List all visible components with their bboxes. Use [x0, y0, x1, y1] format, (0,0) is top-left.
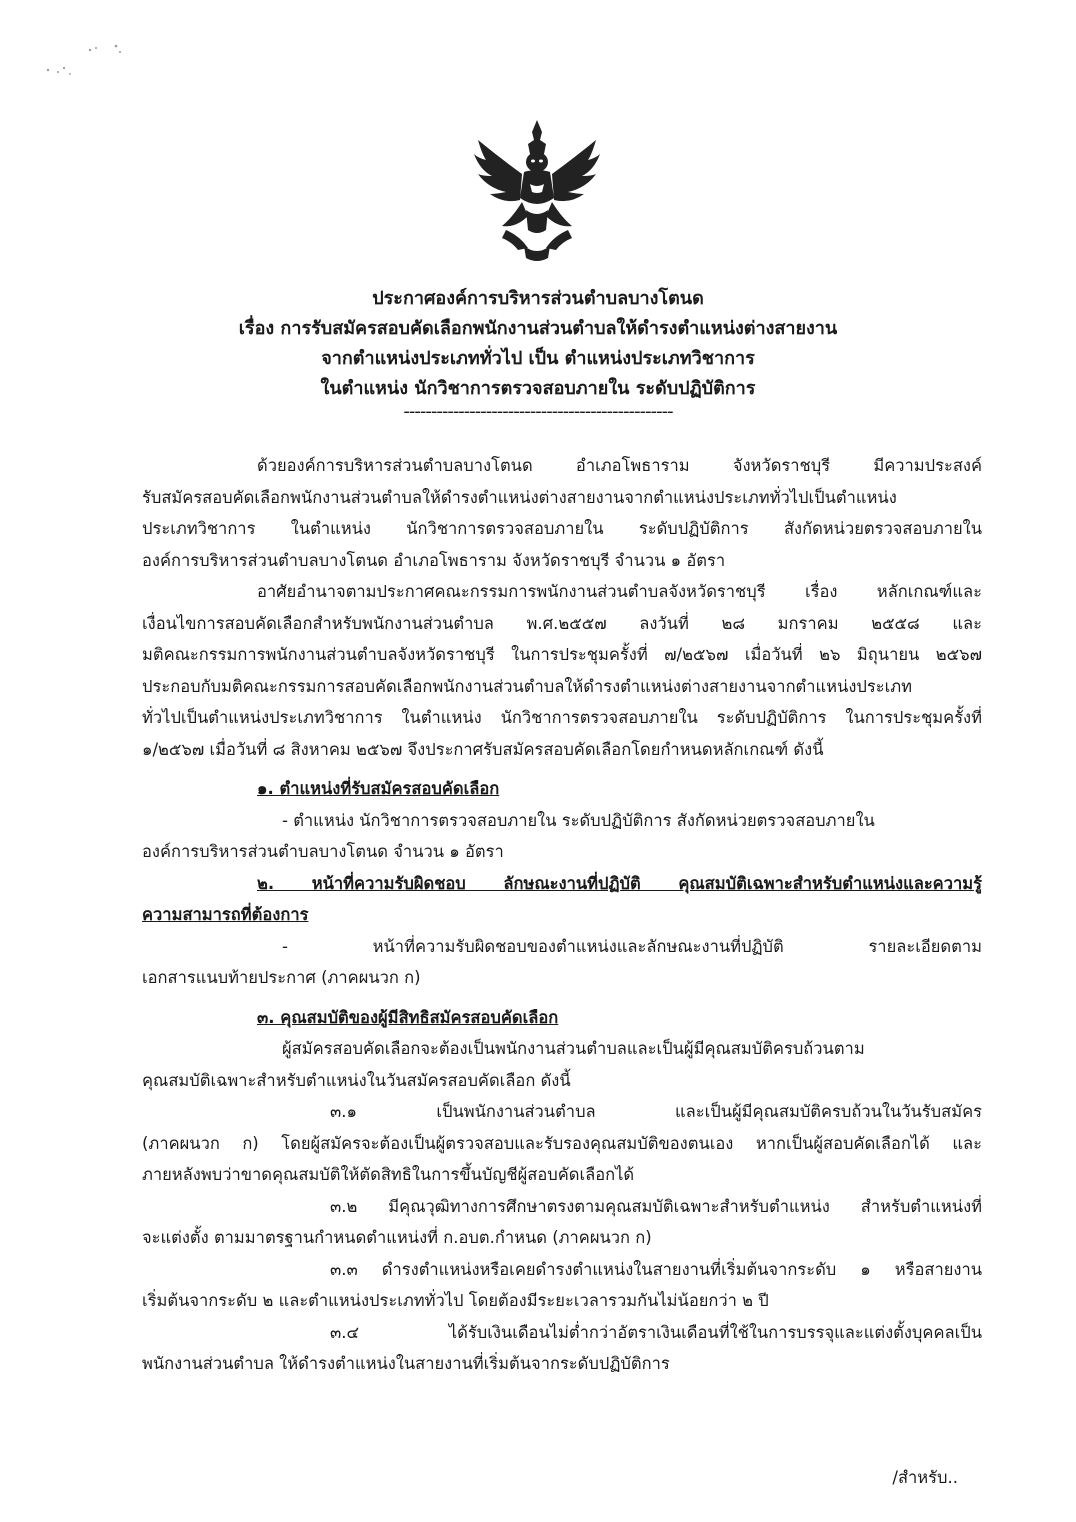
text-line: องค์การบริหารส่วนตำบลบางโตนด อำเภอโพธาราม จังหวัดราชบุรี จำนวน ๑ อัตรา — [142, 550, 726, 570]
heading-subject-line-3: ในตำแหน่ง นักวิชาการตรวจสอบภายใน ระดับปฏิบัติการ — [320, 378, 756, 399]
heading-organization: ประกาศองค์การบริหารส่วนตำบลบางโตนด — [372, 288, 704, 309]
text-line: เริ่มต้นจากระดับ ๒ และตำแหน่งประเภททั่วไป โดยต้องมีระยะเวลารวมกันไม่น้อยกว่า ๒ ปี — [142, 1291, 769, 1310]
announcement-heading — [0, 284, 1076, 424]
section-2-title-line-2: ความสามารถที่ต้องการ — [142, 905, 309, 924]
text-line: (ภาคผนวก ก) โดยผู้สมัครจะต้องเป็นผู้ตรวจสอบและรับรองคุณสมบัติของตนเอง หากเป็นผู้สอบคัดเลือกได้ และ — [142, 1133, 982, 1153]
section-2 — [142, 868, 982, 994]
scan-artifact-marks — [40, 40, 130, 90]
section-1 — [142, 773, 982, 868]
intro-paragraph-1 — [142, 450, 982, 576]
text-line: องค์การบริหารส่วนตำบลบางโตนด จำนวน ๑ อัตรา — [142, 842, 504, 861]
text-line: - ตำแหน่ง นักวิชาการตรวจสอบภายใน ระดับปฏิบัติการ สังกัดหน่วยตรวจสอบภายใน — [282, 810, 875, 830]
item-3-4: ๓.๔ ได้รับเงินเดือนไม่ต่ำกว่าอัตราเงินเดือนที่ใช้ในการบรรจุและแต่งตั้งบุคคลเป็น — [330, 1322, 982, 1342]
text-line: ผู้สมัครสอบคัดเลือกจะต้องเป็นพนักงานส่วนตำบลและเป็นผู้มีคุณสมบัติครบถ้วนตาม — [282, 1039, 865, 1058]
item-3-1: ๓.๑ เป็นพนักงานส่วนตำบล และเป็นผู้มีคุณสมบัติครบถ้วนในวันรับสมัคร — [330, 1102, 982, 1121]
text-line: รับสมัครสอบคัดเลือกพนักงานส่วนตำบลให้ดำรงตำแหน่งต่างสายงานจากตำแหน่งประเภททั่วไปเป็นตำแหน่ง — [142, 487, 897, 507]
text-line: ภายหลังพบว่าขาดคุณสมบัติให้ตัดสิทธิในการขึ้นบัญชีผู้สอบคัดเลือกได้ — [142, 1165, 635, 1184]
text-line: มติคณะกรรมการพนักงานส่วนตำบลจังหวัดราชบุรี ในการประชุมครั้งที่ ๗/๒๕๖๗ เมื่อวันที่ ๒๖ มิถุนายน ๒๕๖๗ — [142, 645, 982, 664]
section-2-title: ๒. หน้าที่ความรับผิดชอบ ลักษณะงานที่ปฏิบัติ คุณสมบัติเฉพาะสำหรับตำแหน่งและความรู้ — [257, 873, 982, 893]
document-body — [142, 450, 982, 1380]
text-line: เอกสารแนบท้ายประกาศ (ภาคผนวก ก) — [142, 968, 421, 987]
text-line: ประเภทวิชาการ ในตำแหน่ง นักวิชาการตรวจสอบภายใน ระดับปฏิบัติการ สังกัดหน่วยตรวจสอบภายใน — [142, 519, 982, 538]
heading-subject: เรื่อง การรับสมัครสอบคัดเลือกพนักงานส่วนตำบลให้ดำรงตำแหน่งต่างสายงาน — [238, 318, 838, 339]
garuda-emblem-icon — [472, 118, 602, 268]
text-line: จะแต่งตั้ง ตามมาตรฐานกำหนดตำแหน่งที่ ก.อบต.กำหนด (ภาคผนวก ก) — [142, 1228, 652, 1247]
intro-paragraph-2 — [142, 576, 982, 765]
section-3 — [142, 1002, 982, 1380]
text-line: - หน้าที่ความรับผิดชอบของตำแหน่งและลักษณะงานที่ปฏิบัติ รายละเอียดตาม — [282, 936, 982, 956]
item-3-2: ๓.๒ มีคุณวุฒิทางการศึกษาตรงตามคุณสมบัติเฉพาะสำหรับตำแหน่ง สำหรับตำแหน่งที่ — [330, 1196, 982, 1216]
text-line: ด้วยองค์การบริหารส่วนตำบลบางโตนด อำเภอโพธาราม จังหวัดราชบุรี มีความประสงค์ — [257, 456, 982, 475]
heading-divider: ------------------------------------------------- — [403, 401, 673, 422]
text-line: เงื่อนไขการสอบคัดเลือกสำหรับพนักงานส่วนตำบล พ.ศ.๒๕๕๗ ลงวันที่ ๒๘ มกราคม ๒๕๕๘ และ — [142, 613, 982, 633]
page-continuation: /สำหรับ.. — [892, 1468, 958, 1487]
text-line: ๑/๒๕๖๗ เมื่อวันที่ ๘ สิงหาคม ๒๕๖๗ จึงประกาศรับสมัครสอบคัดเลือกโดยกำหนดหลักเกณฑ์ ดังนี้ — [142, 739, 824, 759]
text-line: ประกอบกับมติคณะกรรมการสอบคัดเลือกพนักงานส่วนตำบลให้ดำรงตำแหน่งต่างสายงานจากตำแหน่งประเภท — [142, 676, 912, 696]
section-1-title: ๑. ตำแหน่งที่รับสมัครสอบคัดเลือก — [257, 779, 500, 798]
heading-subject-line-2: จากตำแหน่งประเภททั่วไป เป็น ตำแหน่งประเภทวิชาการ — [321, 348, 755, 369]
item-3-3: ๓.๓ ดำรงตำแหน่งหรือเคยดำรงตำแหน่งในสายงานที่เริ่มต้นจากระดับ ๑ หรือสายงาน — [330, 1259, 982, 1279]
section-3-title: ๓. คุณสมบัติของผู้มีสิทธิสมัครสอบคัดเลือก — [257, 1007, 559, 1027]
text-line: พนักงานส่วนตำบล ให้ดำรงตำแหน่งในสายงานที่เริ่มต้นจากระดับปฏิบัติการ — [142, 1354, 670, 1373]
text-line: อาศัยอำนาจตามประกาศคณะกรรมการพนักงานส่วนตำบลจังหวัดราชบุรี เรื่อง หลักเกณฑ์และ — [257, 582, 982, 601]
text-line: คุณสมบัติเฉพาะสำหรับตำแหน่งในวันสมัครสอบคัดเลือก ดังนี้ — [142, 1070, 571, 1090]
text-line: ทั่วไปเป็นตำแหน่งประเภทวิชาการ ในตำแหน่ง นักวิชาการตรวจสอบภายใน ระดับปฏิบัติการ ในการประชุมครั้งที่ — [142, 708, 982, 727]
